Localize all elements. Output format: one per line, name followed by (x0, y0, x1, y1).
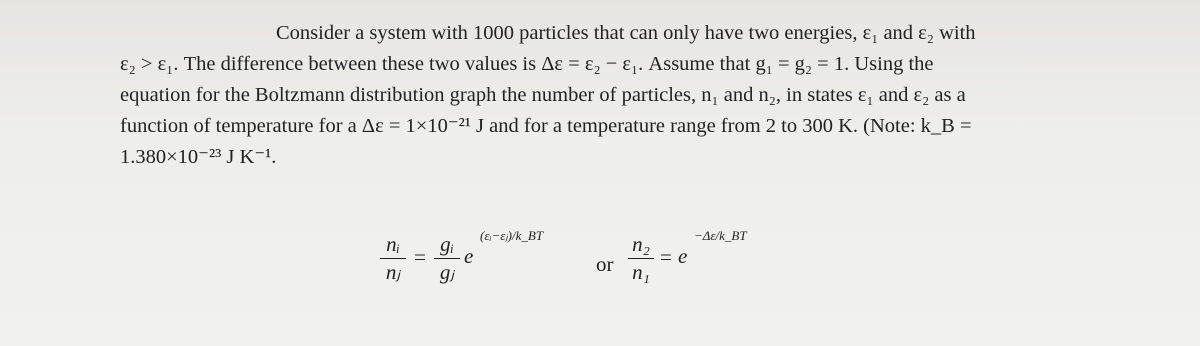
numerator-ni: nᵢ (386, 232, 400, 256)
equals-sign-1: = (414, 245, 426, 269)
ratio-n2-n1 (628, 232, 654, 285)
exponential-e-1: e (464, 244, 474, 268)
numerator-n2: n₂ (632, 232, 650, 256)
fraction-bar (380, 258, 406, 259)
exponential-e-2: e (678, 244, 688, 268)
numerator-gi: gᵢ (440, 232, 454, 256)
denominator-nj: nⱼ (385, 260, 401, 284)
equals-sign-2: = (660, 245, 672, 269)
problem-line-3: equation for the Boltzmann distribution graph the number of particles, n₁ and n₂, in states ε₁ and ε₂ as a (120, 84, 966, 106)
or-word: or (596, 252, 614, 276)
exponent-1: (εᵢ−εⱼ)/k_BT (480, 228, 544, 243)
problem-line-5: 1.380×10⁻²³ J K⁻¹. (120, 146, 277, 168)
problem-line-4: function of temperature for a Δε = 1×10⁻²¹ J and for a temperature range from 2 to 300 K. (Note: k_B = (120, 115, 972, 137)
exponent-2: −Δε/k_BT (694, 228, 747, 243)
problem-line-2: ε₂ > ε₁. The difference between these two values is Δε = ε₂ − ε₁. Assume that g₁ = g₂ = 1. Using the (120, 53, 934, 75)
problem-text (120, 18, 1120, 173)
denominator-gj: gⱼ (439, 260, 455, 284)
ratio-ni-nj (380, 232, 406, 285)
problem-line-1: Consider a system with 1000 particles that can only have two energies, ε₁ and ε₂ with (276, 22, 976, 44)
fraction-bar (434, 258, 460, 259)
fraction-bar (628, 258, 654, 259)
denominator-n1: n₁ (632, 260, 650, 284)
boltzmann-equation (380, 222, 780, 332)
ratio-gi-gj (434, 232, 460, 285)
